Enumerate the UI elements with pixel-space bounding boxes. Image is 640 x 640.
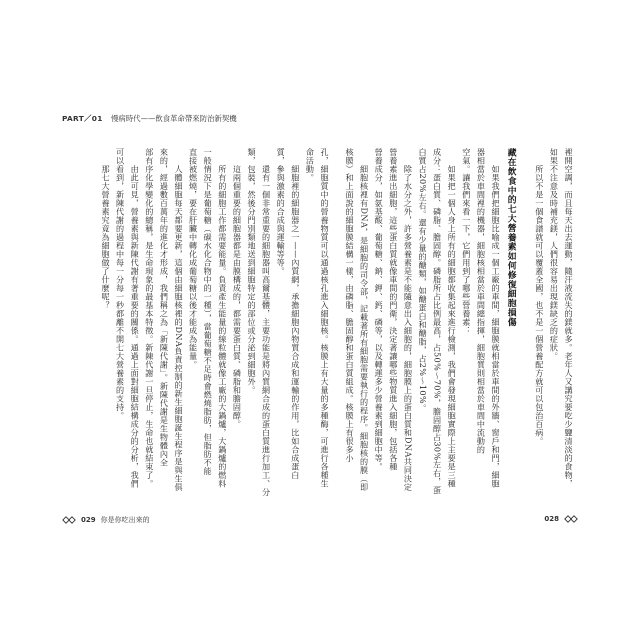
text-column: 由此可見，營養素與新陳代謝有著重要的關係。通過上面對細胞結構成分的分析，我們 [130,165,141,488]
section-heading: 藏在飲食中的七大營養素如何修復細胞損傷 [505,148,516,327]
text-column: 人體細胞每天都要更新，這個由細胞核裡的DNA負責控制的新生細胞誕生程序是與生俱 [174,165,184,492]
chapter-title: 慢病時代——飲食革命帶來防治新契機 [111,114,237,123]
text-column: 類，包裝，然後分門別類地送到細胞特定的部位或分泌到細胞外。 [247,148,257,395]
text-column: 核膜）和上面說的細胞膜結構一樣，由磷脂、膽固醇和蛋白質組成。核膜上有很多小 [345,148,355,463]
text-column: 所以不是一個食譜就可以覆蓋全國，也不是一個營養配方就可以包治百病。 [534,165,545,446]
text-column: 命活動。 [305,148,316,182]
running-head [62,113,237,124]
folio-right [539,515,578,523]
text-column: 細胞裡的細胞器之一——內質網，承擔細胞內物質合成和運輸的作用，比如合成蛋白 [290,165,301,480]
part-label: PART／01 [62,114,103,123]
text-column: 如果我們把細胞比喻成一個工廠的車間，細胞膜就相當於車間的外牆、窗戶和門，細胞 [491,165,501,488]
text-column: 營養成分，如氨基酸、葡萄糖、鈉、鉀、鈣、磷等，以及轉運多少營養素到細胞中等。 [374,148,385,471]
page-number: 029 [81,516,96,524]
book-title: 你是你吃出來的 [100,516,150,524]
text-column: 所有的細胞工作都需要能量。負責產生能量的線粒體就像工廠的大鍋爐，大鍋爐的燃料 [217,165,228,488]
text-column: 器相當於車間裡的機器，細胞核相當於車間總指揮，細胞質則相當於車間中流動的 [476,148,487,454]
text-column: 可以看到，新陳代謝的過程中每一分每一秒都離不開七大營養素的支持。 [115,148,126,420]
right-page [337,0,640,640]
text-column: 還有一個非常重要的細胞器叫高爾基體，主要功能是將內質網合成的蛋白質進行加工、分 [261,165,272,497]
text-column: 如果不注意及時補充鎂，人們很容易出現鎂缺乏的症狀。 [549,148,560,361]
diamond-ornament-icon [62,516,76,524]
text-column: 空氣。讓我們來看一下，它們用到了哪些營養素： [461,148,472,335]
text-column: 細胞核裡有DNA，是細胞的司令部，記載著所有細胞需要執行的程序。細胞核的膜（即 [359,165,370,492]
text-column: 部有序化學變化的總稱，是生命現象的最基本特徵。新陳代謝一旦停止，生命也就結束了。 [144,148,155,488]
text-column: 如果把一個人身上所有的細胞都收集起來進行檢測，我們會發現細胞實際上主要是三種 [447,165,458,488]
text-column: 直接被燃燒，要在肝臟中轉化成葡萄糖以後才能成為能量。 [188,148,199,369]
page-number: 028 [544,515,559,523]
text-column: 裡開空調，而且每天出去運動，隨汗液流失的鎂就多。老年人又講究要吃少鹽清淡的食物， [564,148,574,488]
text-column: 白質占20%左右。還有少量的醣類，如醣蛋白和醣脂，占2%～10%。 [418,148,428,413]
text-column: 來的，經過數百萬年的進化才形成，我們稱之為「新陳代謝」。新陳代謝是生物體內全 [159,148,170,467]
text-column: 成分：蛋白質、磷脂、膽固醇。磷脂所占比例最高，占50%～70%，膽固醇占30%左右，蛋 [432,148,443,495]
text-column: 質，參與激素的合成與運輸等等。 [276,148,287,276]
diamond-ornament-icon [564,515,578,523]
text-column: 營養素進出細胞，這些蛋白質就像車間的門衛，決定著讓哪些物質進入細胞，包括各種 [388,148,399,471]
text-column: 這兩個重要的細胞器都是由膜構成的，都需要蛋白質、磷脂和膽固醇。 [232,165,243,429]
text-column: 孔，細胞質中的營養物質可以通過核孔進入細胞核。核膜上有大量的多種酶，可進行各種生 [320,148,330,488]
folio-left [62,515,150,525]
text-column: 那七大營養素究竟為細胞做了什麼呢？ [101,165,111,310]
text-column: 除了水分之外，許多營養素是不能隨意出入細胞的，細胞膜上的蛋白質和DNA共同決定 [403,165,414,492]
text-column: 一般情況下是葡萄糖（碳水化合物中的一種），當葡萄糖不足時會燃燒脂肪，但脂肪不能 [203,148,214,476]
